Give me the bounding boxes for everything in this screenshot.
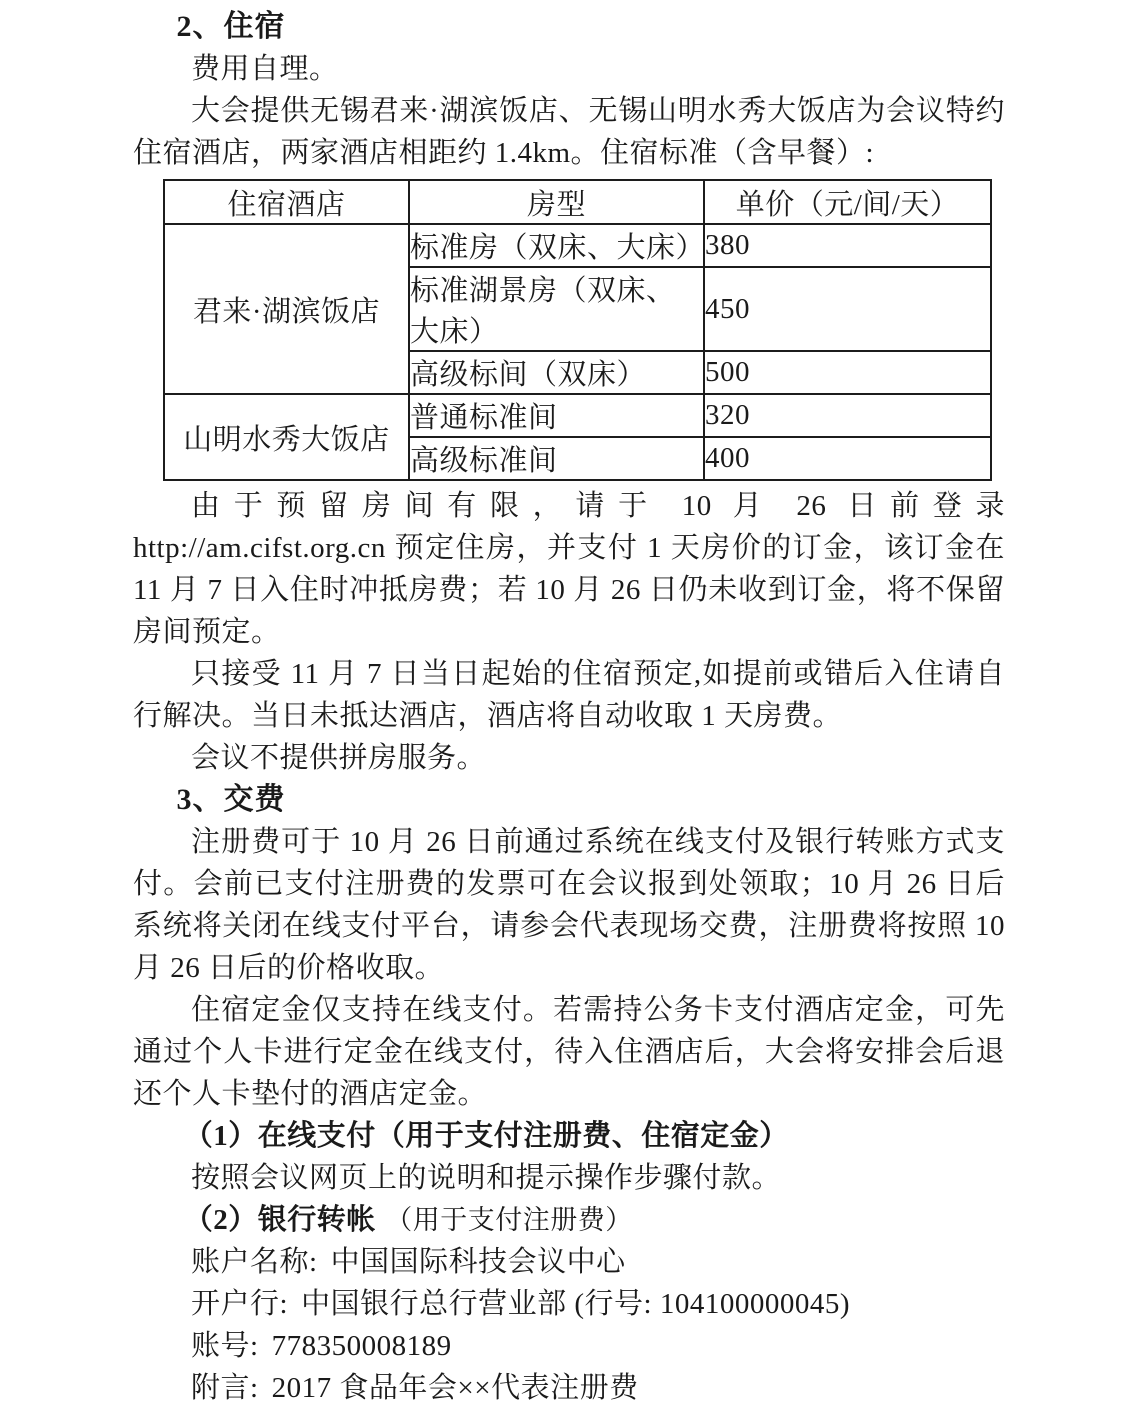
booking-url: http://am.cifst.org.cn bbox=[133, 532, 386, 564]
heading-bank-transfer bbox=[133, 1199, 1005, 1241]
header-price-column: 单价（元/间/天） bbox=[704, 180, 991, 224]
table-row bbox=[164, 224, 991, 267]
heading-online-payment: （1）在线支付（用于支付注册费、住宿定金） bbox=[183, 1120, 789, 1152]
para-registration-payment: 注册费可于 10 月 26 日前通过系统在线支付及银行转账方式支付。会前已支付注册费的发票可在会议报到处领取；10 月 26 日后系统将关闭在线支付平台，请参会代表现场交费，注册费将按照 10 月 26 日后的价格收取。 bbox=[133, 826, 1005, 984]
cell-price: 380 bbox=[704, 224, 991, 267]
cell-room-type: 普通标准间 bbox=[409, 394, 704, 437]
header-hotel-column: 住宿酒店 bbox=[164, 180, 409, 224]
header-room-type-column: 房型 bbox=[409, 180, 704, 224]
bank-field-label: 开户行: bbox=[191, 1288, 289, 1320]
heading-payment: 3、交费 bbox=[176, 783, 286, 816]
para-no-room-sharing: 会议不提供拼房服务。 bbox=[191, 742, 487, 774]
heading-lodging: 2、住宿 bbox=[176, 10, 286, 43]
bank-transfer-note: （用于支付注册费） bbox=[385, 1205, 633, 1235]
bank-transfer-title: （2）银行转帐 bbox=[183, 1204, 376, 1236]
para-checkin-policy: 只接受 11 月 7 日当日起始的住宿预定,如提前或错后入住请自行解决。当日未抵达酒店，酒店将自动收取 1 天房费。 bbox=[133, 658, 1005, 732]
para-self-pay: 费用自理。 bbox=[191, 53, 339, 85]
cell-price: 500 bbox=[704, 351, 991, 394]
cell-room-type: 高级标准间 bbox=[409, 437, 704, 480]
cell-room-type: 标准湖景房（双床、大床） bbox=[409, 267, 704, 351]
bank-field-row bbox=[133, 1283, 1005, 1325]
para-booking-deposit bbox=[133, 485, 1005, 653]
cell-room-type: 标准房（双床、大床） bbox=[409, 224, 704, 267]
booking-text-after-url: 预定住房，并支付 1 天房价的订金，该订金在 11 月 7 日入住时冲抵房费；若 10 月 26 日仍未收到订金，将不保留房间预定。 bbox=[133, 532, 1005, 648]
cell-hotel-name: 山明水秀大饭店 bbox=[164, 394, 409, 480]
table-row bbox=[164, 394, 991, 437]
bank-field-value: 中国银行总行营业部 (行号: 104100000045) bbox=[301, 1288, 850, 1320]
bank-field-value: 778350008189 bbox=[271, 1330, 452, 1362]
bank-field-label: 账户名称: bbox=[191, 1246, 318, 1278]
cell-price: 320 bbox=[704, 394, 991, 437]
cell-hotel-name: 君来·湖滨饭店 bbox=[164, 224, 409, 394]
bank-field-value: 2017 食品年会××代表注册费 bbox=[271, 1372, 639, 1404]
para-hotel-intro: 大会提供无锡君来·湖滨饭店、无锡山明水秀大饭店为会议特约住宿酒店，两家酒店相距约 1.4km。住宿标准（含早餐）: bbox=[133, 95, 1005, 169]
bank-field-label: 附言: bbox=[191, 1372, 259, 1404]
bank-field-row bbox=[133, 1325, 1005, 1367]
bank-field-label: 账号: bbox=[191, 1330, 259, 1362]
cell-room-type: 高级标间（双床） bbox=[409, 351, 704, 394]
hotel-price-table bbox=[163, 179, 992, 481]
bank-field-row bbox=[133, 1367, 1005, 1409]
bank-field-value: 中国国际科技会议中心 bbox=[330, 1246, 626, 1278]
cell-price: 450 bbox=[704, 267, 991, 351]
table-header-row bbox=[164, 180, 991, 224]
booking-text-before-url: 由于预留房间有限，请于 10 月 26 日前登录 bbox=[191, 490, 1005, 522]
para-online-payment-steps: 按照会议网页上的说明和提示操作步骤付款。 bbox=[191, 1162, 782, 1194]
cell-price: 400 bbox=[704, 437, 991, 480]
bank-field-row bbox=[133, 1241, 1005, 1283]
para-hotel-deposit-payment: 住宿定金仅支持在线支付。若需持公务卡支付酒店定金，可先通过个人卡进行定金在线支付，待入住酒店后，大会将安排会后退还个人卡垫付的酒店定金。 bbox=[133, 994, 1005, 1110]
